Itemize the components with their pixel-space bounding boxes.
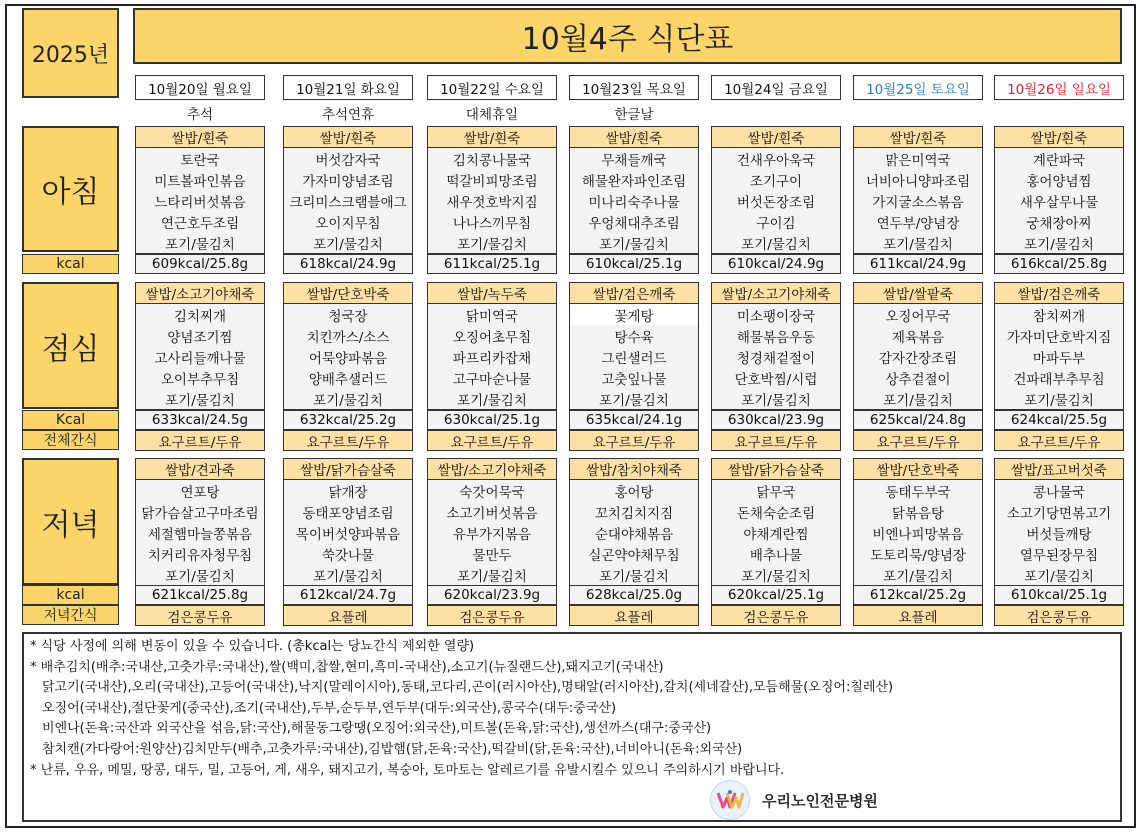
lunch-kcal-label: Kcal bbox=[22, 410, 119, 430]
menu-item: 파프리카잡채 bbox=[452, 350, 532, 367]
day-header: 10월21일 화요일 bbox=[283, 75, 413, 100]
breakfast-cell bbox=[711, 126, 841, 254]
breakfast-kcal-value: 618kcal/24.9g bbox=[283, 254, 413, 274]
menu-item: 미소팽이장국 bbox=[736, 308, 816, 325]
notes-box bbox=[22, 632, 1122, 822]
menu-item: 순대야채볶음 bbox=[594, 526, 674, 543]
menu-item: 마파두부 bbox=[1032, 350, 1086, 367]
menu-item: 고구마순나물 bbox=[452, 371, 532, 388]
dinner-snack: 검은콩두유 bbox=[135, 605, 265, 626]
menu-item: 동태포양념조림 bbox=[302, 505, 394, 522]
menu-item: 양념조기찜 bbox=[167, 329, 233, 346]
dinner-snack: 검은콩두유 bbox=[427, 605, 557, 626]
menu-item: 포기/물김치 bbox=[883, 568, 953, 585]
menu-item: 포기/물김치 bbox=[883, 236, 953, 253]
lunch-kcal-value: 635kcal/24.1g bbox=[569, 410, 699, 430]
menu-item: 숙갓어묵국 bbox=[459, 484, 525, 501]
menu-item: 해물볶음우동 bbox=[736, 329, 816, 346]
note-line: 비엔나(돈육:국산과 외국산을 섞음,닭:국산),해물동그랑땡(오징어:외국산),미트볼(돈육,닭:국산),생선까스(대구:중국산) bbox=[42, 721, 712, 737]
holiday-label: 추석 bbox=[186, 107, 214, 123]
dinner-cell bbox=[994, 458, 1124, 586]
menu-item: 포기/물김치 bbox=[599, 236, 669, 253]
lunch-rice-porridge: 쌀밥/검은깨죽 bbox=[570, 283, 698, 304]
menu-item: 포기/물김치 bbox=[883, 392, 953, 409]
dinner-cell bbox=[427, 458, 557, 586]
lunch-cell bbox=[994, 282, 1124, 410]
holiday-label: 한글날 bbox=[614, 107, 654, 123]
menu-item: 계란파국 bbox=[1032, 152, 1086, 169]
lunch-snack: 요구르트/두유 bbox=[283, 430, 413, 451]
menu-item: 구이김 bbox=[756, 215, 796, 232]
day-header: 10월22일 수요일 bbox=[427, 75, 557, 100]
dinner-cell bbox=[135, 458, 265, 586]
menu-item: 연포탕 bbox=[180, 484, 220, 501]
menu-item: 떡갈비피망조림 bbox=[446, 173, 538, 190]
menu-item: 포기/물김치 bbox=[457, 392, 527, 409]
menu-item: 포기/물김치 bbox=[1024, 236, 1094, 253]
holiday-label bbox=[994, 103, 1124, 123]
dinner-kcal-value: 612kcal/24.7g bbox=[283, 585, 413, 605]
menu-item: 소고기당면볶고기 bbox=[1006, 505, 1112, 522]
menu-item: 포기/물김치 bbox=[165, 568, 235, 585]
menu-item: 나나스끼무침 bbox=[452, 215, 532, 232]
menu-item: 미나리숙주나물 bbox=[588, 194, 680, 211]
dinner-rice-porridge: 쌀밥/단호박죽 bbox=[854, 459, 982, 480]
menu-item: 고사리들깨나물 bbox=[154, 350, 246, 367]
menu-item: 궁채장아찌 bbox=[1026, 215, 1092, 232]
menu-item: 건새우아욱국 bbox=[736, 152, 816, 169]
menu-item: 청경채겉절이 bbox=[736, 350, 816, 367]
breakfast-rice-porridge: 쌀밥/흰죽 bbox=[428, 127, 556, 148]
breakfast-kcal-value: 609kcal/25.8g bbox=[135, 254, 265, 274]
menu-item: 조기구이 bbox=[749, 173, 803, 190]
menu-item: 어묵양파볶음 bbox=[308, 350, 388, 367]
lunch-rice-porridge: 쌀밥/녹두죽 bbox=[428, 283, 556, 304]
day-header: 10월26일 일요일 bbox=[994, 75, 1124, 100]
lunch-kcal-value: 630kcal/25.1g bbox=[427, 410, 557, 430]
dinner-kcal-value: 610kcal/25.1g bbox=[994, 585, 1124, 605]
menu-item: 열무된장무침 bbox=[1019, 547, 1099, 564]
dinner-snack: 요플레 bbox=[853, 605, 983, 626]
lunch-cell bbox=[427, 282, 557, 410]
menu-item: 너비아니양파조림 bbox=[865, 173, 971, 190]
lunch-label: 점심 bbox=[22, 282, 119, 409]
lunch-cell bbox=[711, 282, 841, 410]
menu-item: 가자미양념조림 bbox=[302, 173, 394, 190]
breakfast-kcal-value: 610kcal/25.1g bbox=[569, 254, 699, 274]
dinner-rice-porridge: 쌀밥/소고기야채죽 bbox=[428, 459, 556, 480]
lunch-kcal-value: 633kcal/24.5g bbox=[135, 410, 265, 430]
lunch-kcal-value: 625kcal/24.8g bbox=[853, 410, 983, 430]
menu-item: 비엔나피망볶음 bbox=[872, 526, 964, 543]
menu-item: 치커리유자청무침 bbox=[147, 547, 253, 564]
dinner-cell bbox=[711, 458, 841, 586]
lunch-cell bbox=[569, 282, 699, 410]
menu-item: 오이지무침 bbox=[315, 215, 381, 232]
year-label: 2025년 bbox=[22, 8, 119, 98]
breakfast-rice-porridge: 쌀밥/흰죽 bbox=[995, 127, 1123, 148]
hospital-name: 우리노인전문병원 bbox=[762, 791, 878, 810]
menu-item: 배추나물 bbox=[749, 547, 803, 564]
menu-item: 포기/물김치 bbox=[599, 392, 669, 409]
menu-item: 꽃게탕 bbox=[570, 304, 698, 325]
lunch-snack: 요구르트/두유 bbox=[994, 430, 1124, 451]
menu-item: 상추겉절이 bbox=[885, 371, 951, 388]
dinner-rice-porridge: 쌀밥/참치야채죽 bbox=[570, 459, 698, 480]
breakfast-cell bbox=[283, 126, 413, 254]
menu-item: 연두부/양념장 bbox=[876, 215, 960, 232]
lunch-rice-porridge: 쌀밥/소고기야채죽 bbox=[136, 283, 264, 304]
dinner-rice-porridge: 쌀밥/닭가슴살죽 bbox=[284, 459, 412, 480]
dinner-snack: 요플레 bbox=[283, 605, 413, 626]
note-line: * 식당 사정에 의해 변동이 있을 수 있습니다. (총kcal는 당뇨간식 제외한 열량) bbox=[30, 639, 475, 654]
menu-item: 닭미역국 bbox=[465, 308, 519, 325]
menu-item: 포기/물김치 bbox=[599, 568, 669, 585]
holiday-label bbox=[853, 103, 983, 123]
menu-item: 미트볼파인볶음 bbox=[154, 173, 246, 190]
menu-item: 가자미단호박지짐 bbox=[1006, 329, 1112, 346]
lunch-snack: 요구르트/두유 bbox=[427, 430, 557, 451]
menu-item: 포기/물김치 bbox=[741, 392, 811, 409]
menu-item: 유부가지볶음 bbox=[452, 526, 532, 543]
holiday-label: 추석연휴 bbox=[321, 107, 375, 123]
breakfast-kcal-value: 611kcal/25.1g bbox=[427, 254, 557, 274]
menu-item: 포기/물김치 bbox=[313, 392, 383, 409]
note-line: * 배추김치(배추:국내산,고춧가루:국내산),쌀(백미,찹쌀,현미,흑미-국내산),소고기(뉴질랜드산),돼지고기(국내산) bbox=[30, 659, 664, 675]
menu-item: 포기/물김치 bbox=[457, 236, 527, 253]
dinner-snack: 검은콩두유 bbox=[994, 605, 1124, 626]
menu-item: 크리미스크램블애그 bbox=[289, 194, 407, 211]
menu-item: 포기/물김치 bbox=[313, 236, 383, 253]
dinner-rice-porridge: 쌀밥/표고버섯죽 bbox=[995, 459, 1123, 480]
menu-item: 참치찌개 bbox=[1032, 308, 1086, 325]
menu-item: 포기/물김치 bbox=[165, 236, 235, 253]
dinner-rice-porridge: 쌀밥/견과죽 bbox=[136, 459, 264, 480]
dinner-cell bbox=[569, 458, 699, 586]
snack-all-label: 전체간식 bbox=[22, 430, 119, 450]
menu-item: 맑은미역국 bbox=[885, 152, 951, 169]
lunch-snack: 요구르트/두유 bbox=[135, 430, 265, 451]
lunch-snack: 요구르트/두유 bbox=[711, 430, 841, 451]
menu-item: 동태두부국 bbox=[885, 484, 951, 501]
breakfast-kcal-value: 611kcal/24.9g bbox=[853, 254, 983, 274]
note-line: 닭고기(국내산),오리(국내산),고등어(국내산),낙지(말레이시아),동태,코다리,곤이(러시아산),명태알(러시아산),갈치(세네갈산),모듬해물(오징어:칠레산) bbox=[42, 680, 894, 696]
menu-item: 토란국 bbox=[180, 152, 220, 169]
dinner-rice-porridge: 쌀밥/닭가슴살죽 bbox=[712, 459, 840, 480]
lunch-kcal-value: 624kcal/25.5g bbox=[994, 410, 1124, 430]
menu-item: 버섯돈장조림 bbox=[736, 194, 816, 211]
lunch-rice-porridge: 쌀밥/쌀팥죽 bbox=[854, 283, 982, 304]
breakfast-cell bbox=[853, 126, 983, 254]
lunch-cell bbox=[135, 282, 265, 410]
menu-item: 닭무국 bbox=[756, 484, 796, 501]
holiday-label: 대체휴일 bbox=[465, 107, 519, 123]
lunch-snack: 요구르트/두유 bbox=[853, 430, 983, 451]
menu-item: 쑥갓나물 bbox=[321, 547, 375, 564]
dinner-cell bbox=[283, 458, 413, 586]
lunch-cell bbox=[853, 282, 983, 410]
menu-item: 콩나물국 bbox=[1032, 484, 1086, 501]
menu-item: 고춧잎나물 bbox=[601, 371, 667, 388]
menu-item: 가지굴소스볶음 bbox=[872, 194, 964, 211]
menu-item: 포기/물김치 bbox=[1024, 568, 1094, 585]
breakfast-rice-porridge: 쌀밥/흰죽 bbox=[136, 127, 264, 148]
breakfast-kcal-value: 616kcal/25.8g bbox=[994, 254, 1124, 274]
menu-item: 야채계란찜 bbox=[743, 526, 809, 543]
menu-item: 제육볶음 bbox=[891, 329, 945, 346]
dinner-kcal-label: kcal bbox=[22, 585, 119, 605]
menu-item: 새우젓호박지짐 bbox=[446, 194, 538, 211]
holiday-label bbox=[711, 103, 841, 123]
menu-item: 치킨까스/소스 bbox=[306, 329, 390, 346]
menu-item: 양배추샐러드 bbox=[308, 371, 388, 388]
day-header: 10월24일 금요일 bbox=[711, 75, 841, 100]
menu-item: 포기/물김치 bbox=[457, 568, 527, 585]
menu-item: 감자간장조림 bbox=[878, 350, 958, 367]
day-header: 10월20일 월요일 bbox=[135, 75, 265, 100]
menu-item: 버섯들깨탕 bbox=[1026, 526, 1092, 543]
menu-item: 목이버섯양파볶음 bbox=[295, 526, 401, 543]
dinner-snack: 요플레 bbox=[569, 605, 699, 626]
dinner-kcal-value: 628kcal/25.0g bbox=[569, 585, 699, 605]
menu-item: 홍어양념찜 bbox=[1026, 173, 1092, 190]
snack-dinner-label: 저녁간식 bbox=[22, 605, 119, 625]
dinner-kcal-value: 620kcal/23.9g bbox=[427, 585, 557, 605]
menu-item: 무채들깨국 bbox=[601, 152, 667, 169]
menu-item: 포기/물김치 bbox=[741, 568, 811, 585]
menu-item: 해물완자파인조림 bbox=[581, 173, 687, 190]
menu-item: 우엉채대추조림 bbox=[588, 215, 680, 232]
menu-item: 포기/물김치 bbox=[313, 568, 383, 585]
note-line: * 난류, 우유, 메밀, 땅콩, 대두, 밀, 고등어, 게, 새우, 돼지고기, 복숭아, 토마토는 알레르기를 유발시킬수 있으니 주의하시기 바랍니다. bbox=[30, 762, 785, 778]
dinner-label: 저녁 bbox=[22, 458, 119, 585]
lunch-cell bbox=[283, 282, 413, 410]
lunch-rice-porridge: 쌀밥/단호박죽 bbox=[284, 283, 412, 304]
menu-item: 오징어초무침 bbox=[452, 329, 532, 346]
breakfast-rice-porridge: 쌀밥/흰죽 bbox=[854, 127, 982, 148]
page-title: 10월4주 식단표 bbox=[133, 8, 1122, 64]
menu-item: 닭개장 bbox=[328, 484, 368, 501]
breakfast-kcal-value: 610kcal/24.9g bbox=[711, 254, 841, 274]
breakfast-label: 아침 bbox=[22, 126, 119, 252]
menu-item: 단호박찜/시럽 bbox=[734, 371, 818, 388]
menu-item: 도토리묵/양념장 bbox=[870, 547, 966, 564]
dinner-kcal-value: 620kcal/25.1g bbox=[711, 585, 841, 605]
hospital-logo bbox=[710, 780, 878, 820]
breakfast-rice-porridge: 쌀밥/흰죽 bbox=[712, 127, 840, 148]
lunch-rice-porridge: 쌀밥/검은깨죽 bbox=[995, 283, 1123, 304]
breakfast-kcal-label: kcal bbox=[22, 254, 119, 274]
menu-item: 새우살무나물 bbox=[1019, 194, 1099, 211]
menu-item: 그린샐러드 bbox=[601, 350, 667, 367]
menu-item: 소고기버섯볶음 bbox=[446, 505, 538, 522]
lunch-kcal-value: 632kcal/25.2g bbox=[283, 410, 413, 430]
hospital-logo-icon bbox=[710, 780, 750, 820]
menu-item: 김치찌개 bbox=[173, 308, 227, 325]
menu-item: 청국장 bbox=[328, 308, 368, 325]
menu-item: 닭볶음탕 bbox=[891, 505, 945, 522]
breakfast-cell bbox=[994, 126, 1124, 254]
menu-item: 건파래부추무침 bbox=[1013, 371, 1105, 388]
menu-item: 느타리버섯볶음 bbox=[154, 194, 246, 211]
menu-item: 돈채숙순조림 bbox=[736, 505, 816, 522]
menu-item: 실곤약야채무침 bbox=[588, 547, 680, 564]
note-line: 오징어(국내산),절단꽃게(중국산),조기(국내산),두부,순두부,연두부(대두:외국산),콩국수(대두:중국산) bbox=[42, 700, 617, 716]
lunch-kcal-value: 630kcal/23.9g bbox=[711, 410, 841, 430]
breakfast-rice-porridge: 쌀밥/흰죽 bbox=[570, 127, 698, 148]
lunch-snack: 요구르트/두유 bbox=[569, 430, 699, 451]
menu-item: 포기/물김치 bbox=[165, 392, 235, 409]
menu-item: 오이부추무침 bbox=[160, 371, 240, 388]
menu-item: 버섯감자국 bbox=[315, 152, 381, 169]
menu-item: 물만두 bbox=[472, 547, 512, 564]
menu-item: 오징어무국 bbox=[885, 308, 951, 325]
menu-item: 세절햄마늘쫑볶음 bbox=[147, 526, 253, 543]
breakfast-rice-porridge: 쌀밥/흰죽 bbox=[284, 127, 412, 148]
breakfast-cell bbox=[569, 126, 699, 254]
menu-item: 포기/물김치 bbox=[741, 236, 811, 253]
dinner-kcal-value: 612kcal/25.2g bbox=[853, 585, 983, 605]
menu-item: 닭가슴살고구마조림 bbox=[141, 505, 259, 522]
dinner-cell bbox=[853, 458, 983, 586]
breakfast-cell bbox=[427, 126, 557, 254]
day-header: 10월23일 목요일 bbox=[569, 75, 699, 100]
day-header: 10월25일 토요일 bbox=[853, 75, 983, 100]
menu-item: 연근호두조림 bbox=[160, 215, 240, 232]
menu-item: 꼬치김치지짐 bbox=[594, 505, 674, 522]
menu-item: 김치콩나물국 bbox=[452, 152, 532, 169]
lunch-rice-porridge: 쌀밥/소고기야채죽 bbox=[712, 283, 840, 304]
breakfast-cell bbox=[135, 126, 265, 254]
note-line: 참치캔(가다랑어:원양산)김치만두(배추,고춧가루:국내산),김밥햄(닭,돈육:국산),떡갈비(닭,돈육:국산),너비아니(돈육:외국산) bbox=[42, 741, 743, 757]
menu-item: 탕수육 bbox=[614, 329, 654, 346]
menu-item: 홍어탕 bbox=[614, 484, 654, 501]
dinner-kcal-value: 621kcal/25.8g bbox=[135, 585, 265, 605]
menu-item: 포기/물김치 bbox=[1024, 392, 1094, 409]
dinner-snack: 검은콩두유 bbox=[711, 605, 841, 626]
